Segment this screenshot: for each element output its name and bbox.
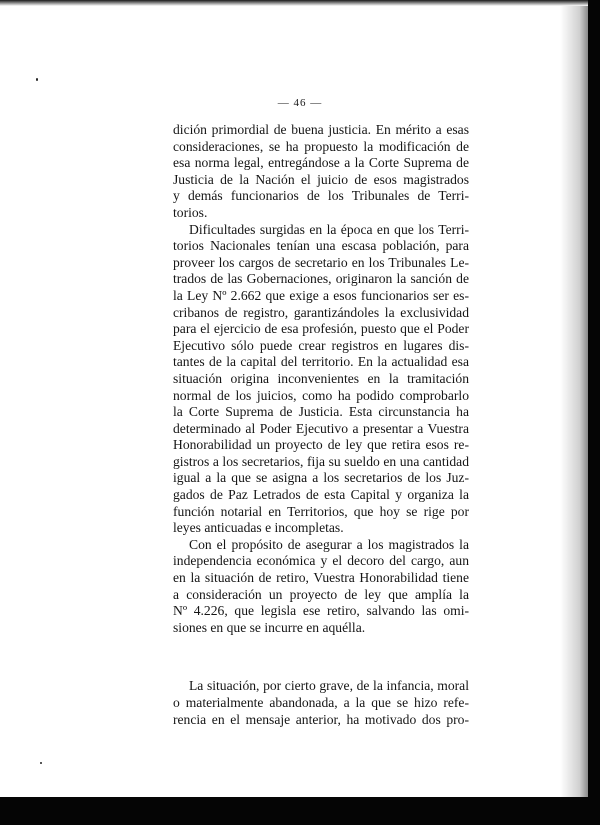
text-line: Dificultades surgidas en la época en que los Terri- xyxy=(189,221,469,237)
text-line: esa norma legal, entregándose a la Corte Suprema de xyxy=(173,155,469,171)
text-line: y demás funcionarios de los Tribunales de Terri- xyxy=(173,188,469,204)
scan-speck xyxy=(40,762,42,764)
text-line: Con el propósito de asegurar a los magistrados la xyxy=(189,536,469,552)
text-line: Honorabilidad un proyecto de ley que retira esos re- xyxy=(173,437,469,453)
text-line: torios Nacionales tenían una escasa población, para xyxy=(173,238,469,254)
text-line: trados de las Gobernaciones, originaron la sanción de xyxy=(173,271,469,287)
scan-speck xyxy=(36,78,38,81)
text-line: la Ley Nº 2.662 que exige a esos funcionarios ser es- xyxy=(173,287,469,303)
text-line: La situación, por cierto grave, de la infancia, moral xyxy=(189,678,469,694)
scan-bottom-border xyxy=(0,797,600,825)
text-line: gistros a los secretarios, fija su sueldo en una cantidad xyxy=(173,453,469,469)
binding-shadow xyxy=(560,6,588,797)
text-line: en la situación de retiro, Vuestra Honorabilidad tiene xyxy=(173,570,469,586)
text-line: consideraciones, se ha propuesto la modificación de xyxy=(173,138,469,154)
text-line: dición primordial de buena justicia. En mérito a esas xyxy=(173,122,469,137)
text-line: igual a la que se asigna a los secretarios de los Juz- xyxy=(173,470,469,486)
text-line: cribanos de registro, garantizándoles la exclusividad xyxy=(173,304,469,320)
text-line: tantes de la capital del territorio. En la actualidad esa xyxy=(173,354,469,370)
text-line: independencia económica y el decoro del cargo, aun xyxy=(173,553,469,569)
scan-right-border xyxy=(588,0,600,825)
text-line: Nº 4.226, que legisla ese retiro, salvando las omi- xyxy=(173,603,469,619)
text-line: la Corte Suprema de Justicia. Esta circunstancia ha xyxy=(173,404,469,420)
scan-top-edge xyxy=(0,0,588,6)
text-line: para el ejercicio de esa profesión, puesto que el Poder xyxy=(173,321,469,337)
body-text xyxy=(173,122,469,728)
section-gap xyxy=(173,636,469,678)
page-number: — 46 — xyxy=(277,97,323,109)
text-line: proveer los cargos de secretario en los Tribunales Le- xyxy=(173,254,469,270)
text-line: determinado al Poder Ejecutivo a presentar a Vuestra xyxy=(173,420,469,436)
text-line: Ejecutivo sólo puede crear registros en lugares dis- xyxy=(173,337,469,353)
text-line: torios. xyxy=(173,204,208,220)
text-line: Justicia de la Nación el juicio de esos magistrados xyxy=(173,171,469,187)
text-line: siones en que se incurre en aquélla. xyxy=(173,619,366,635)
text-line: función notarial en Territorios, que hoy se rige por xyxy=(173,503,469,519)
text-line: situación origina inconvenientes en la tramitación xyxy=(173,370,469,386)
text-line: gados de Paz Letrados de esta Capital y organiza la xyxy=(173,487,469,503)
text-line: normal de los juicios, como ha podido comprobarlo xyxy=(173,387,469,403)
text-line: rencia en el mensaje anterior, ha motivado dos pro- xyxy=(173,711,469,727)
text-line: o materialmente abandonada, a la que se hizo refe- xyxy=(173,695,469,710)
text-line: a consideración un proyecto de ley que amplía la xyxy=(173,586,469,602)
text-line: leyes anticuadas e incompletas. xyxy=(173,520,344,536)
